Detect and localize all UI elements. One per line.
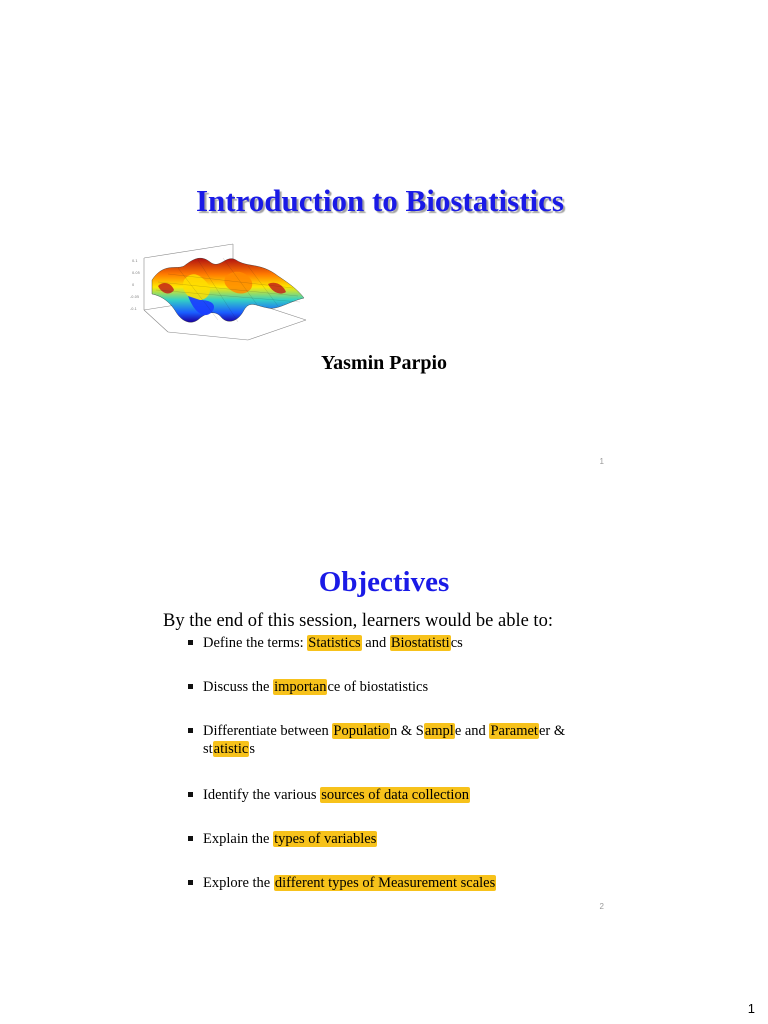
objective-item: [188, 678, 428, 696]
slide-1-title: Introduction to Biostatistics: [195, 183, 564, 218]
objective-item: [188, 830, 377, 848]
highlighted-segment: Paramet: [490, 723, 538, 739]
objective-item: [188, 722, 608, 758]
svg-text:-0.1: -0.1: [130, 307, 137, 311]
slide-2: [0, 510, 768, 930]
text-segment: ce of biostatistics: [327, 679, 429, 695]
text-segment: Explore the: [203, 875, 274, 891]
text-segment: Define the terms:: [203, 635, 308, 651]
slide-1-number: 1: [599, 457, 604, 466]
objective-item: [188, 786, 470, 804]
slide-1: [0, 0, 768, 500]
svg-text:0: 0: [132, 283, 135, 287]
svg-text:0.1: 0.1: [132, 259, 138, 263]
slide-2-number: 2: [599, 902, 604, 911]
highlighted-segment: importan: [274, 679, 327, 695]
svg-text:0.05: 0.05: [132, 271, 140, 275]
text-segment: Identify the various: [203, 787, 321, 803]
objectives-intro: By the end of this session, learners would be able to:: [163, 611, 553, 631]
text-segment: er & st: [203, 723, 566, 757]
highlighted-segment: Populatio: [333, 723, 389, 739]
page-number: 1: [747, 1001, 755, 1016]
slide-2-title: Objectives: [318, 566, 450, 598]
highlighted-segment: different types of Measurement scales: [274, 875, 496, 891]
text-segment: Discuss the: [203, 679, 274, 695]
text-segment: e and: [454, 723, 490, 739]
author-name: Yasmin Parpio: [320, 352, 448, 374]
text-segment: cs: [450, 635, 463, 651]
text-segment: n & S: [389, 723, 424, 739]
highlighted-segment: ampl: [424, 723, 454, 739]
highlighted-segment: types of variables: [274, 831, 377, 847]
text-segment: s: [249, 741, 255, 757]
surface-plot-image: [128, 240, 318, 348]
highlighted-segment: Statistics: [308, 635, 361, 651]
objective-item: [188, 874, 496, 892]
highlighted-segment: atistic: [213, 741, 249, 757]
highlighted-segment: Biostatisti: [390, 635, 450, 651]
text-segment: Differentiate between: [203, 723, 333, 739]
text-segment: Explain the: [203, 831, 274, 847]
text-segment: and: [361, 635, 390, 651]
svg-text:-0.05: -0.05: [130, 295, 140, 299]
objective-item: [188, 634, 463, 652]
highlighted-segment: sources of data collection: [321, 787, 469, 803]
